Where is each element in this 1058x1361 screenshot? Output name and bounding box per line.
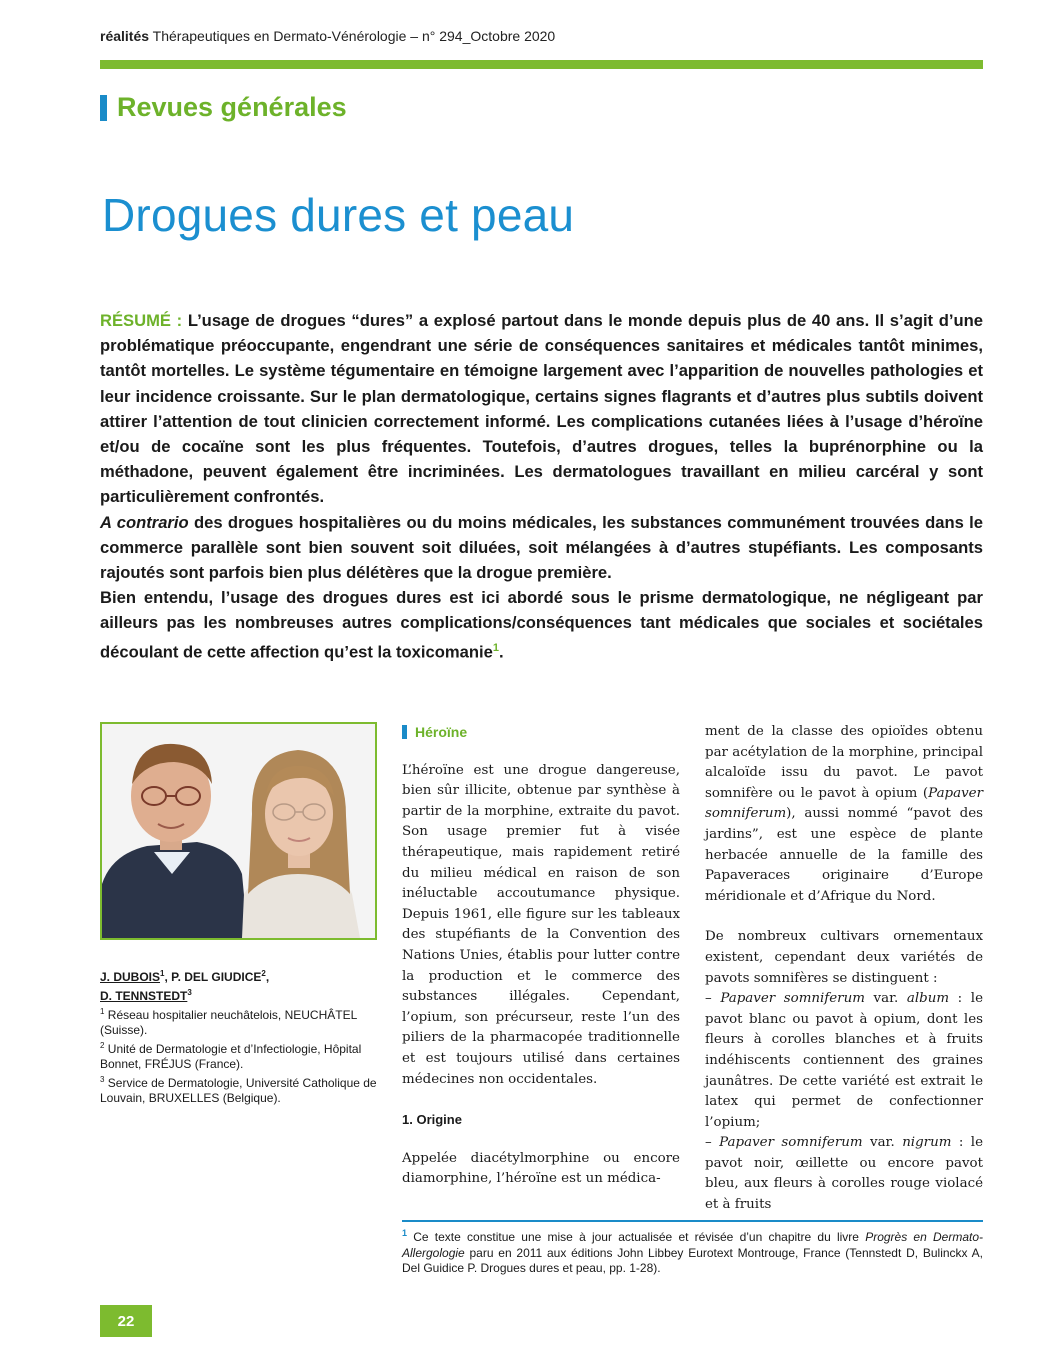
page-number: 22 xyxy=(100,1305,152,1337)
body-paragraph: ment de la classe des opioïdes obtenu par acétylation de la morphine, principal alcaloïde issu du pavot. Le pavot somnifère ou le pavot à opium (Papaver somniferum), aussi nommé “pavot des jardins”, est une espèce de plante herbacée annuelle de la famille des Papaveraces originaire d’Europe méridionale et d’Afrique du Nord. xyxy=(705,724,983,904)
author-block xyxy=(100,966,377,1106)
footnote-number: 1 xyxy=(402,1228,408,1238)
section-label xyxy=(100,92,347,123)
subsection-heading: Héroïne xyxy=(402,722,680,743)
abstract-paragraph: A contrario des drogues hospitalières ou du moins médicales, les substances communément trouvées dans le commerce parallèle sont bien souvent soit diluées, soit mélangées à d’autres stupéfiants. Les composants rajoutés sont parfois bien plus délétères que la drogue première. xyxy=(100,512,983,583)
author-names: J. DUBOIS$^1$, P. DEL GIUDICE$^2$, D. TENNSTEDT$^3$ xyxy=(100,969,270,1003)
abstract xyxy=(100,308,983,664)
abstract-label: RÉSUMÉ : xyxy=(100,311,183,330)
section-label-text: Revues générales xyxy=(117,92,347,122)
list-item: – Papaver somniferum var. nigrum : le pavot noir, œillette ou encore pavot bleu, aux fleurs à corolles rouge violacé et à fruits xyxy=(705,1135,983,1213)
affiliation: $^3$ Service de Dermatologie, Université Catholique de Louvain, BRUXELLES (Belgique). xyxy=(100,1075,377,1105)
authors-photo-image xyxy=(102,724,375,938)
footnote-rule xyxy=(402,1220,983,1222)
body-paragraph: Appelée diacétylmorphine ou encore diamorphine, l’héroïne est un médica- xyxy=(402,1150,680,1187)
body-paragraph: L’héroïne est une drogue dangereuse, bien sûr illicite, obtenue par synthèse à partir de la morphine, extraite du pavot. Son usage premier fut à visée thérapeutique, mais rapidement retiré du milieu médical en raison de son inéluctable accoutumance physique. Depuis 1961, elle figure sur les tableaux des stupéfiants de la Convention des Nations Unies, établis pour lutter contre la production et le commerce des substances illégales. Cependant, l’opium, son précurseur, reste l’un des piliers de la pharmacopée traditionnelle et est toujours utilisé dans certaines médecines non occidentales. xyxy=(402,762,680,1087)
header-rule xyxy=(100,60,983,69)
footnote: $^1$ Ce texte constitue une mise à jour actualisée et révisée d’un chapitre du livre Progrès en Dermato-Allergologie paru en 2011 aux éditions John Libbey Eurotext Montrouge, France (Tennstedt D, Bulinckx A, Del Guidice P. Drogues dures et peau, pp. 1-28). xyxy=(402,1228,984,1275)
running-header xyxy=(100,28,983,44)
affiliation: $^2$ Unité de Dermatologie et d’Infectiologie, Hôpital Bonnet, FRÉJUS (France). xyxy=(100,1041,362,1071)
section-marker xyxy=(100,95,107,121)
abstract-paragraph: Bien entendu, l’usage des drogues dures est ici abordé sous le prisme dermatologique, ne négligeant par ailleurs pas les nombreuses autres complications/conséquences tant médicales que sociales et sociétales découlant de cette affection qu’est la toxicomanie$^1$. xyxy=(100,588,983,662)
body-paragraph: De nombreux cultivars ornementaux existent, cependant deux variétés de pavots somnifères se distinguent : xyxy=(705,929,983,986)
journal-issue: Thérapeutiques en Dermato-Vénérologie – n° 294_Octobre 2020 xyxy=(149,28,556,44)
affiliation: $^1$ Réseau hospitalier neuchâtelois, NEUCHÂTEL (Suisse). xyxy=(100,1007,357,1037)
article-title: Drogues dures et peau xyxy=(102,189,575,241)
journal-brand: réalités xyxy=(100,28,150,44)
list-item: – Papaver somniferum var. album : le pavot blanc ou pavot à opium, dont les fleurs à corolles blanches et à fruits indéhiscents contiennent des graines jaunâtres. De cette variété est extrait le latex qui permet de confectionner l’opium; xyxy=(705,991,983,1130)
subsection-marker xyxy=(402,725,407,739)
numbered-heading: 1. Origine xyxy=(402,1112,462,1128)
body-column-1 xyxy=(402,722,680,1190)
body-column-2 xyxy=(705,722,983,1216)
footnote-ref[interactable]: 1 xyxy=(492,641,499,654)
authors-photo xyxy=(100,722,377,940)
abstract-paragraph: RÉSUMÉ : L’usage de drogues “dures” a explosé partout dans le monde depuis plus de 40 ans. Il s’agit d’une problématique préoccupante, engendrant une série de conséquences sanitaires et médicales tantôt minimes, tantôt mortelles. Le système tégumentaire en témoigne largement avec l’apparition de nouvelles pathologies et leur incidence croissante. Sur le plan dermatologique, certains signes flagrants et d’autres plus subtils doivent attirer l’attention de tout clinicien correctement informé. Les complications cutanées liées à l’usage d’héroïne et/ou de cocaïne sont les plus fréquentes. Toutefois, d’autres drogues, telles la buprénorphine ou la méthadone, peuvent également être incriminées. Les dermatologues travaillant en milieu carcéral y sont particulièrement confrontés. xyxy=(100,311,983,507)
